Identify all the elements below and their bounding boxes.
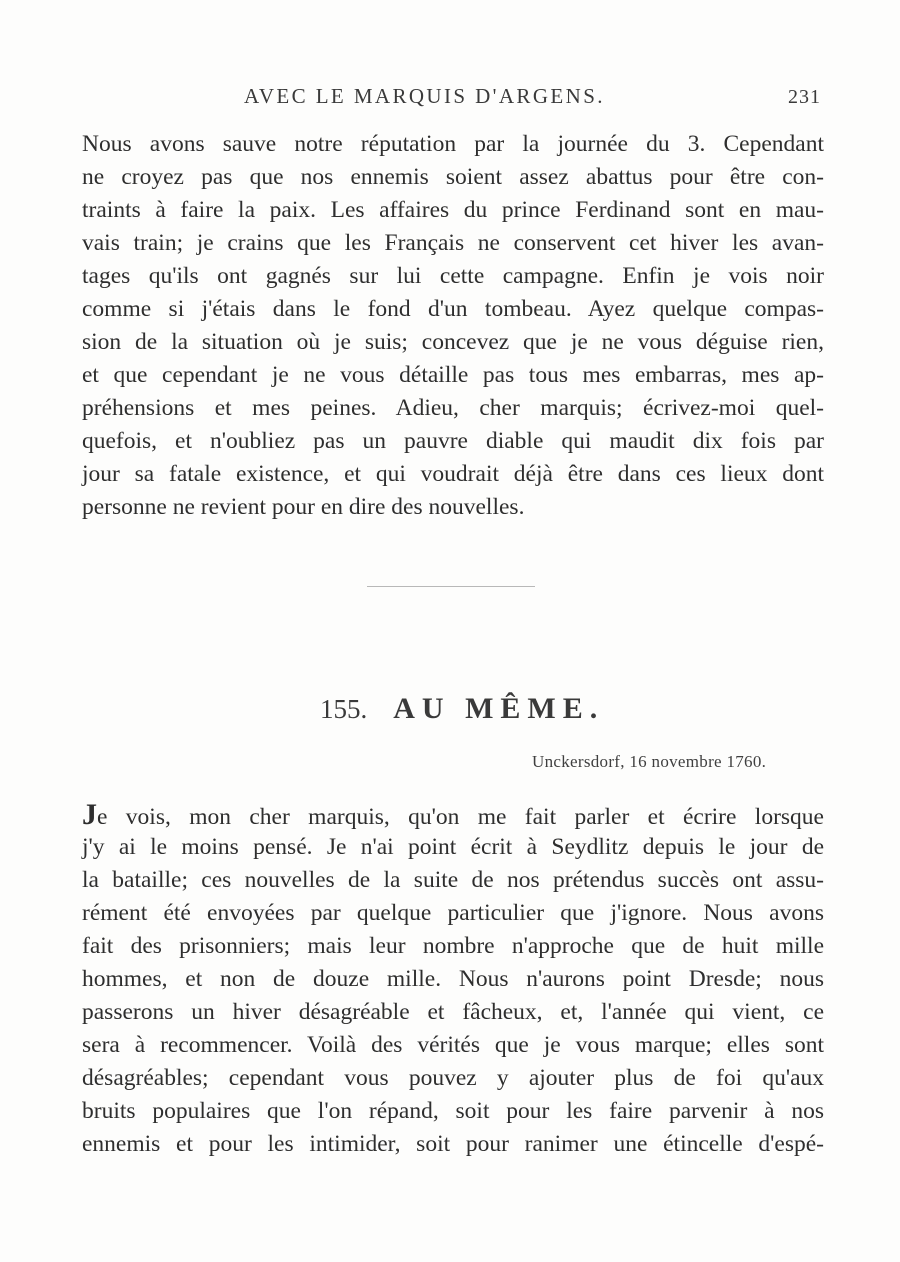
text-line: tages qu'ils ont gagnés sur lui cette campagne. Enfin je vois noir xyxy=(82,263,824,289)
text-line: fait des prisonniers; mais leur nombre n'approche que de huit mille xyxy=(82,933,824,959)
letter-title: AU MÊME. xyxy=(393,692,605,725)
section-divider xyxy=(367,586,535,587)
text-line: traints à faire la paix. Les affaires du prince Ferdinand sont en mau- xyxy=(82,197,824,223)
text-line: bruits populaires que l'on répand, soit pour les faire parvenir à nos xyxy=(82,1098,824,1124)
text-line: passerons un hiver désagréable et fâcheux, et, l'année qui vient, ce xyxy=(82,999,824,1025)
text-line: sion de la situation où je suis; concevez que je ne vous déguise rien, xyxy=(82,329,824,355)
text-line: ennemis et pour les intimider, soit pour ranimer une étincelle d'espé- xyxy=(82,1131,824,1157)
page-number: 231 xyxy=(788,86,821,108)
text-line: j'y ai le moins pensé. Je n'ai point écrit à Seydlitz depuis le jour de xyxy=(82,834,824,860)
running-head xyxy=(0,84,900,114)
text-line: hommes, et non de douze mille. Nous n'aurons point Dresde; nous xyxy=(82,966,824,992)
text-line: jour sa fatale existence, et qui voudrait déjà être dans ces lieux dont xyxy=(82,461,824,487)
text-line: Nous avons sauve notre réputation par la journée du 3. Cependant xyxy=(82,131,824,157)
first-line-text: e vois, mon cher marquis, qu'on me fait parler et écrire lorsque xyxy=(97,804,824,830)
letter-dateline: Unckersdorf, 16 novembre 1760. xyxy=(532,752,767,771)
letter-number: 155. xyxy=(320,694,368,724)
letter-heading xyxy=(320,692,604,732)
text-line: vais train; je crains que les Français ne conservent cet hiver les avan- xyxy=(82,230,824,256)
drop-cap: J xyxy=(82,798,97,831)
text-line: préhensions et mes peines. Adieu, cher marquis; écrivez-moi quel- xyxy=(82,395,824,421)
running-title: AVEC LE MARQUIS D'ARGENS. xyxy=(244,84,605,108)
text-line: personne ne revient pour en dire des nouvelles. xyxy=(82,494,525,520)
text-line: la bataille; ces nouvelles de la suite de nos prétendus succès ont assu- xyxy=(82,867,824,893)
text-line: comme si j'étais dans le fond d'un tombeau. Ayez quelque compas- xyxy=(82,296,824,322)
text-line: quefois, et n'oubliez pas un pauvre diable qui maudit dix fois par xyxy=(82,428,824,454)
text-line: désagréables; cependant vous pouvez y ajouter plus de foi qu'aux xyxy=(82,1065,824,1091)
text-line: rément été envoyées par quelque particulier que j'ignore. Nous avons xyxy=(82,900,824,926)
text-line: sera à recommencer. Voilà des vérités que je vous marque; elles sont xyxy=(82,1032,824,1058)
text-line: ne croyez pas que nos ennemis soient assez abattus pour être con- xyxy=(82,164,824,190)
text-line: et que cependant je ne vous détaille pas tous mes embarras, mes ap- xyxy=(82,362,824,388)
text-line-first xyxy=(82,798,824,831)
